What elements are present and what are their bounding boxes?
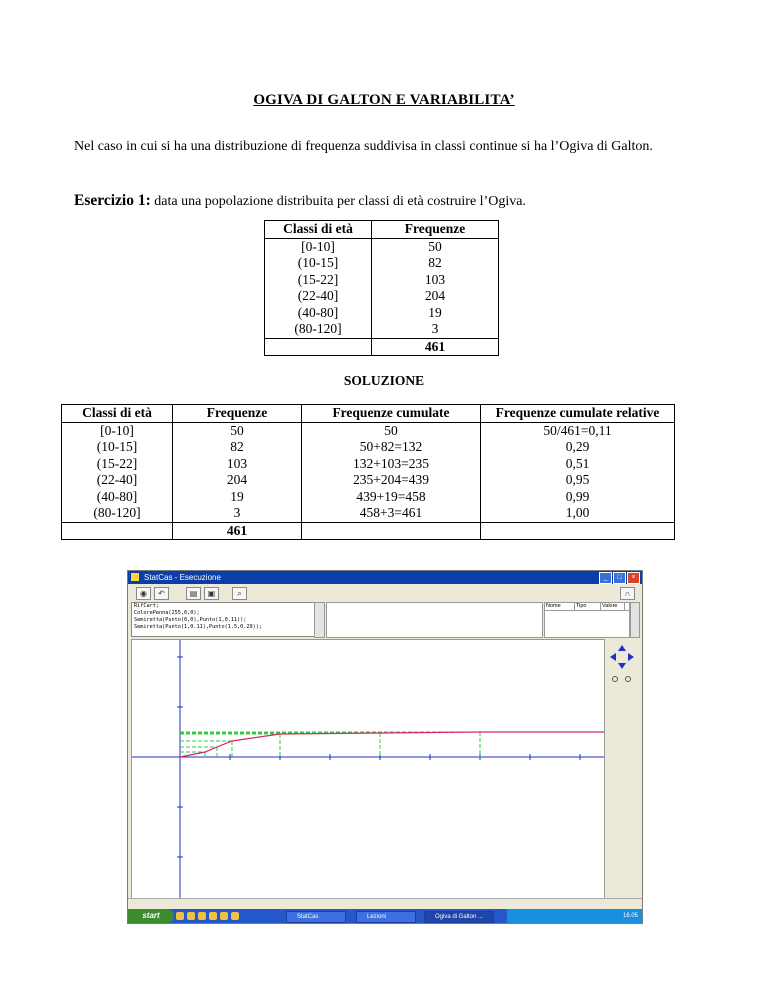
header-classes: Classi di età xyxy=(62,405,173,423)
ogive-line xyxy=(180,732,604,757)
frequency-cell: 50 82 103 204 19 3 xyxy=(372,238,499,338)
guide-lines xyxy=(180,732,480,757)
cumulative-cell: 50 50+82=132 132+103=235 235+204=439 439+19=458 458+3=461 xyxy=(302,422,481,522)
relative-cell: 50/461=0,11 0,29 0,51 0,95 0,99 1,00 xyxy=(481,422,675,522)
header-classes: Classi di età xyxy=(265,221,372,239)
quick-launch xyxy=(176,912,239,920)
status-bar xyxy=(128,898,642,909)
task-ogiva[interactable]: Ogiva di Galton ... xyxy=(424,911,494,923)
close-icon[interactable]: × xyxy=(627,572,640,584)
find-icon[interactable]: ⌕ xyxy=(232,587,247,600)
page-title: OGIVA DI GALTON E VARIABILITA’ xyxy=(253,92,515,108)
intro-paragraph: Nel caso in cui si ha una distribuzione di frequenza suddivisa in classi continue si ha l’Ogiva di Galton. xyxy=(74,139,653,154)
window-title: StatCas - Esecuzione xyxy=(144,573,221,582)
embedded-app-screenshot xyxy=(127,570,643,924)
run-icon[interactable]: ◉ xyxy=(136,587,151,600)
clock: 16.05 xyxy=(622,913,638,919)
vars-header-type: Tipo xyxy=(575,603,601,610)
back-icon[interactable]: ↶ xyxy=(154,587,169,600)
vars-scrollbar[interactable] xyxy=(630,602,640,638)
task-lezioni[interactable]: Lezioni xyxy=(356,911,416,923)
window-titlebar xyxy=(128,571,642,584)
minimize-icon[interactable]: _ xyxy=(599,572,612,584)
total-cell: 461 xyxy=(372,338,499,356)
task-statcas[interactable]: StatCas xyxy=(286,911,346,923)
empty-cell xyxy=(481,522,675,540)
save-icon[interactable]: ▣ xyxy=(204,587,219,600)
code-scrollbar[interactable] xyxy=(314,602,325,638)
solution-table xyxy=(61,404,675,540)
ogive-plot xyxy=(131,639,605,899)
system-tray xyxy=(507,909,642,923)
table-header-row xyxy=(265,221,499,239)
class-cell: [0-10] (10-15] (15-22] (22-40] (40-80] (80-120] xyxy=(62,422,173,522)
total-row xyxy=(265,338,499,356)
exercise-label: Esercizio 1: xyxy=(74,192,151,209)
maximize-icon[interactable]: □ xyxy=(613,572,626,584)
total-row xyxy=(62,522,675,540)
class-cell: [0-10] (10-15] (15-22] (22-40] (40-80] (80-120] xyxy=(265,238,372,338)
header-frequencies: Frequenze xyxy=(372,221,499,239)
output-panel xyxy=(326,602,543,638)
table-row xyxy=(265,238,499,338)
pan-arrows-icon[interactable] xyxy=(606,639,639,689)
start-button[interactable]: start xyxy=(128,909,174,923)
print-icon[interactable]: ▤ xyxy=(186,587,201,600)
solution-heading: SOLUZIONE xyxy=(343,373,425,388)
vars-header-value: Valore xyxy=(601,603,625,610)
zoom-out-icon xyxy=(626,677,631,682)
app-icon xyxy=(131,573,139,581)
table-header-row xyxy=(62,405,675,423)
empty-cell xyxy=(302,522,481,540)
empty-cell xyxy=(62,522,173,540)
empty-cell xyxy=(265,338,372,356)
toolbar xyxy=(128,585,642,601)
header-frequencies: Frequenze xyxy=(173,405,302,423)
code-editor[interactable]: RifCart; ColorePenna(255,0,0); Semiretta(Punto(0,0),Punto(1,0.11)); Semiretta(Punto(1,0.11),Punto(1.5,0.29)); xyxy=(131,602,315,637)
exercise-text: data una popolazione distribuita per classi di età costruire l’Ogiva. xyxy=(150,194,526,209)
header-cumulative-relative: Frequenze cumulate relative xyxy=(481,405,675,423)
gauss-icon[interactable]: ∩ xyxy=(620,587,635,600)
variables-panel xyxy=(544,602,630,638)
vars-header-name: Nome xyxy=(545,603,575,610)
total-cell: 461 xyxy=(173,522,302,540)
frequency-cell: 50 82 103 204 19 3 xyxy=(173,422,302,522)
navigation-panel xyxy=(606,639,639,897)
exercise-statement xyxy=(74,192,526,210)
table-row xyxy=(62,422,675,522)
zoom-in-icon xyxy=(613,677,618,682)
frequency-table xyxy=(264,220,499,356)
windows-taskbar xyxy=(128,909,642,923)
header-cumulative: Frequenze cumulate xyxy=(302,405,481,423)
